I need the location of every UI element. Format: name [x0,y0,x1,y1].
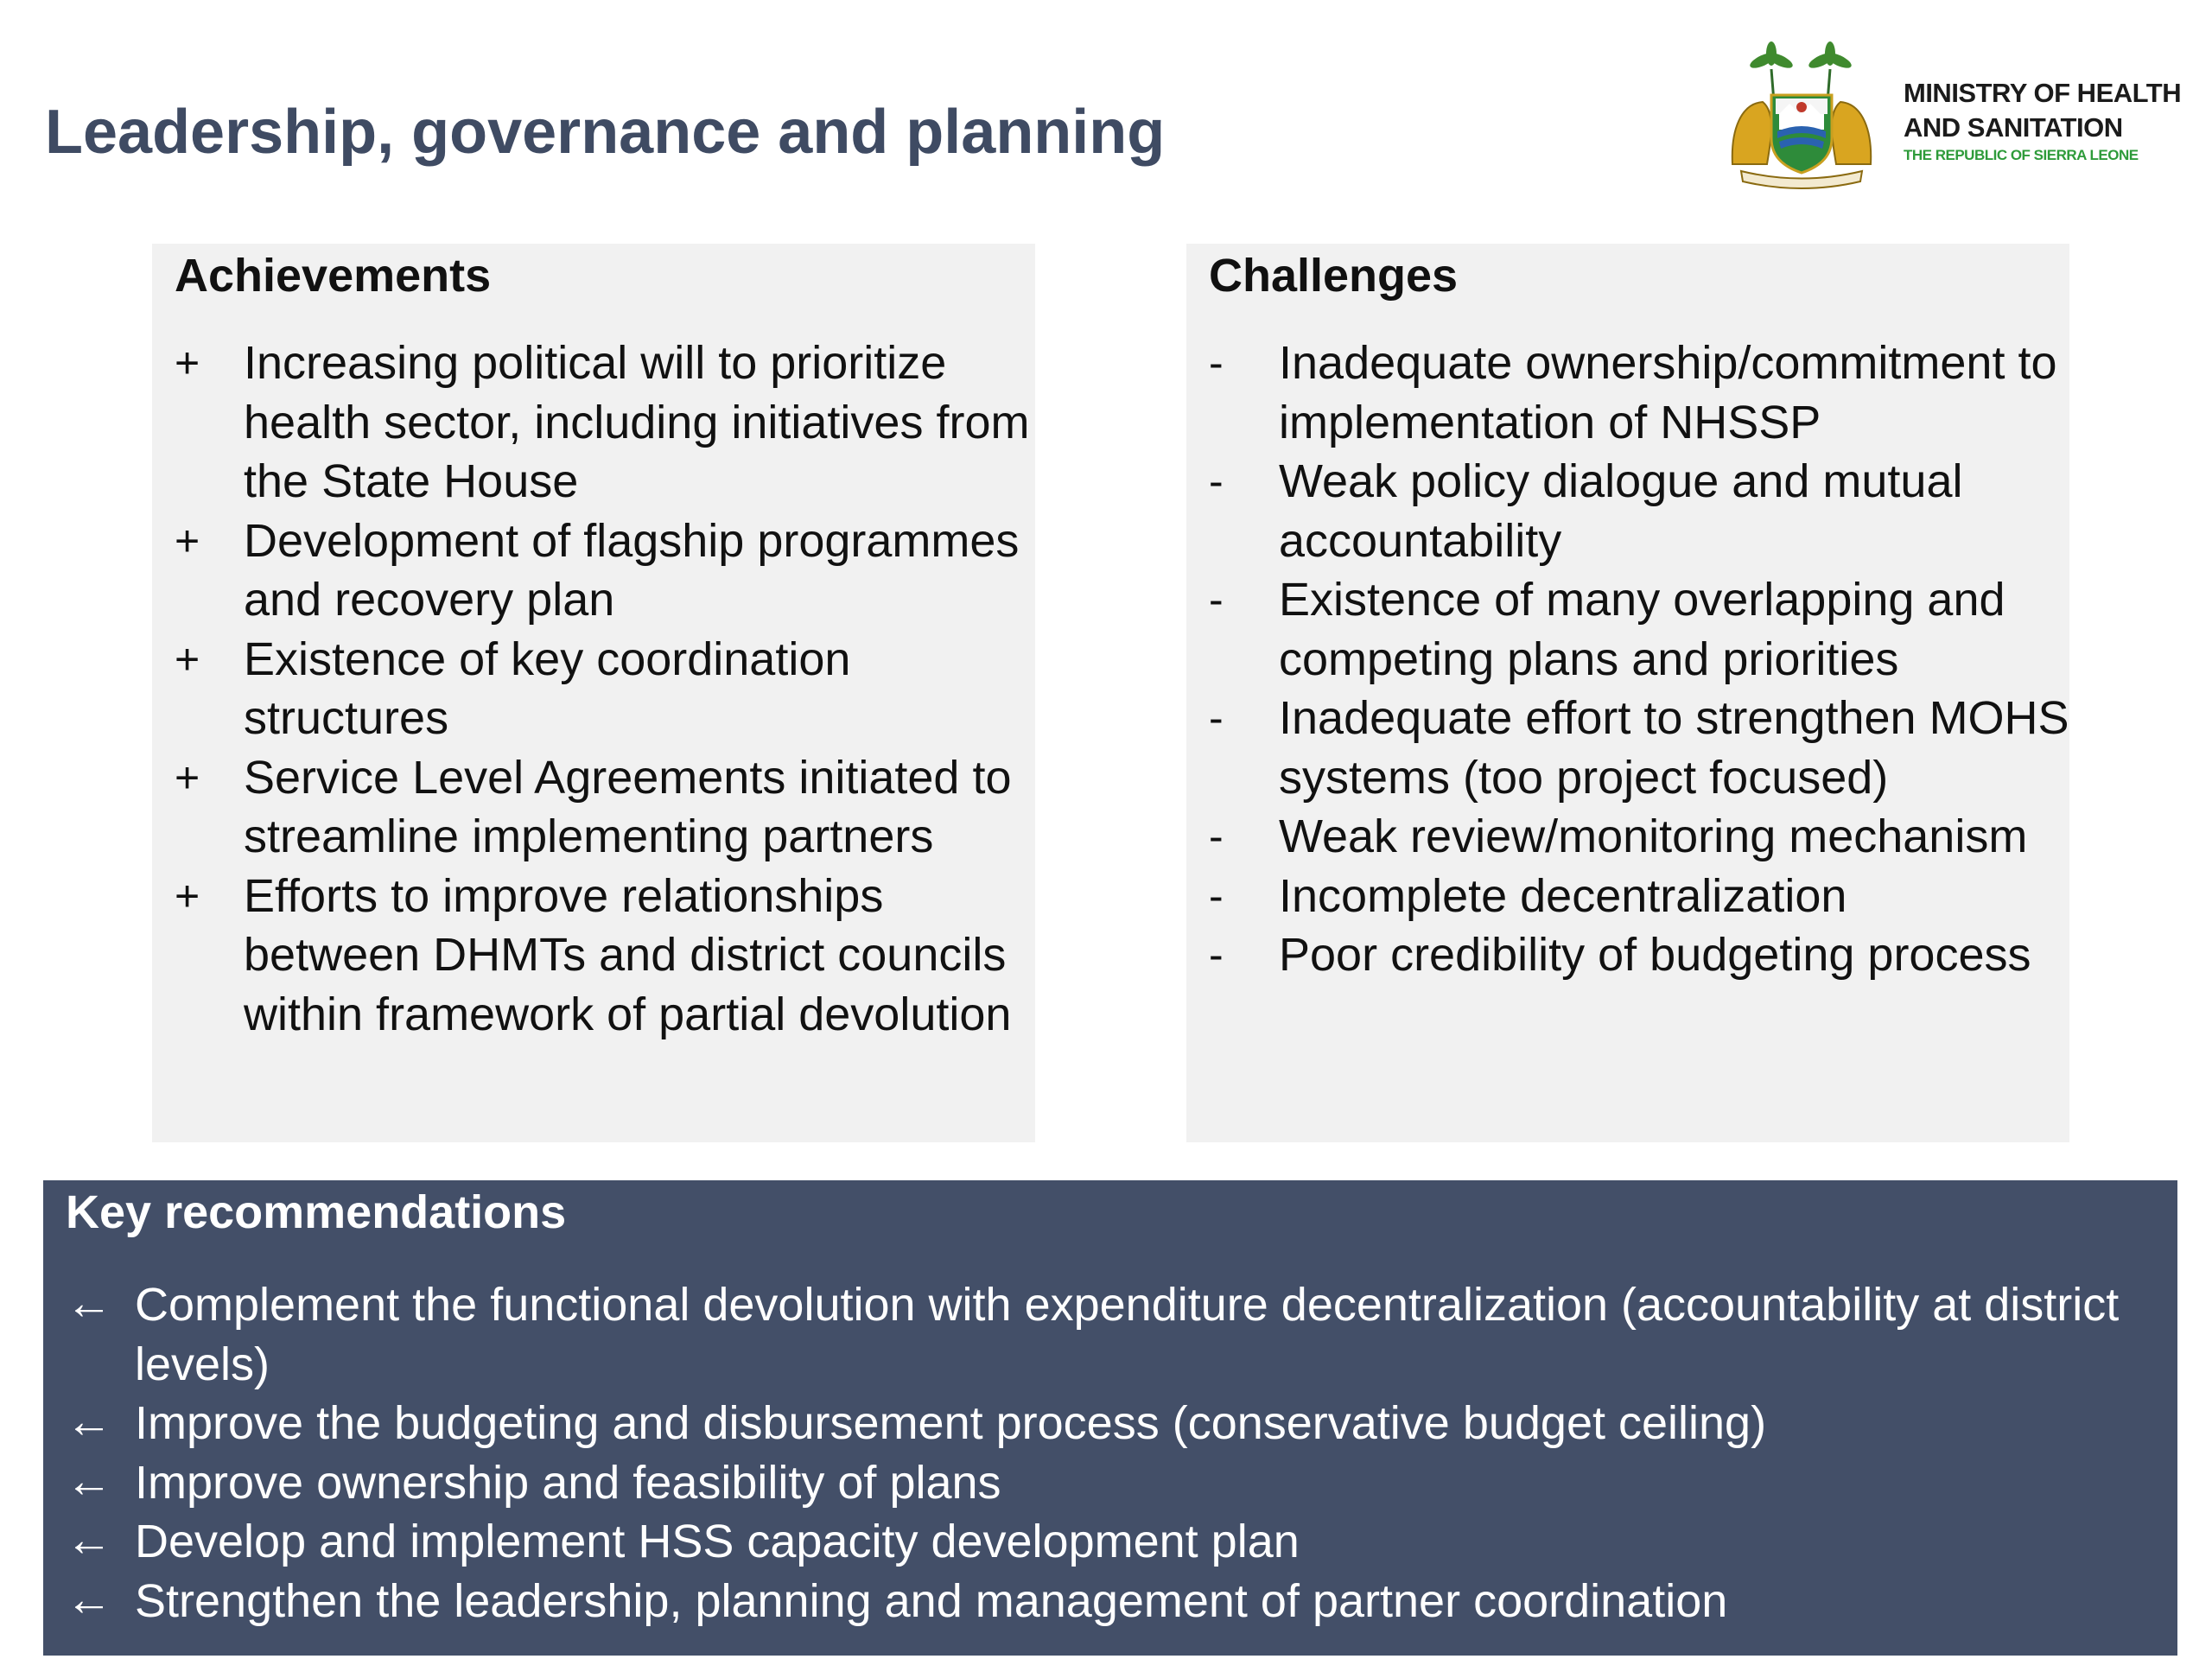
logo-text [1904,76,2181,166]
recommendation-text: Strengthen the leadership, planning and management of partner coordination [135,1574,1728,1627]
plus-marker: + [175,516,200,565]
challenge-item [1209,807,2069,867]
arrow-left-icon: ← [66,1454,112,1507]
dash-marker: - [1209,812,1224,861]
challenge-text: Inadequate ownership/commitment to implementation of NHSSP [1279,337,2057,448]
challenge-item [1209,867,2069,926]
coat-of-arms-icon [1724,35,1879,190]
challenge-text: Poor credibility of budgeting process [1279,929,2031,981]
dash-marker: - [1209,871,1224,920]
dash-marker: - [1209,457,1224,505]
challenge-item [1209,570,2069,689]
achievements-panel [152,244,1035,1142]
challenges-list [1209,334,2069,985]
dash-marker: - [1209,575,1224,624]
recommendations-panel [43,1180,2177,1656]
challenge-text: Weak policy dialogue and mutual accountability [1279,455,1963,567]
challenge-item [1209,689,2069,807]
recommendation-text: Develop and implement HSS capacity development plan [135,1516,1300,1567]
page-title: Leadership, governance and planning [45,98,1166,167]
achievement-item [175,512,1035,630]
recommendation-item [66,1572,2126,1631]
achievement-text: Development of flagship programmes and recovery plan [244,514,1020,626]
achievement-text: Efforts to improve relationships between DHMTs and district councils within framework of partial devolution [244,869,1012,1040]
challenge-item [1209,452,2069,570]
achievement-text: Existence of key coordination structures [244,632,851,744]
recommendation-text: Complement the functional devolution with expenditure decentralization (accountability at district levels) [135,1279,2120,1390]
challenge-item [1209,925,2069,985]
ministry-logo [1724,35,2182,199]
dash-marker: - [1209,931,1224,979]
plus-marker: + [175,339,200,387]
achievement-item [175,867,1035,1045]
recommendation-text: Improve the budgeting and disbursement process (conservative budget ceiling) [135,1397,1767,1449]
recommendations-heading: Key recommendations [66,1186,567,1238]
challenges-heading: Challenges [1209,250,1459,302]
plus-marker: + [175,753,200,802]
challenge-text: Incomplete decentralization [1279,869,1847,922]
arrow-left-icon: ← [66,1573,112,1625]
logo-line-sanitation: AND SANITATION [1904,112,2123,143]
plus-marker: + [175,871,200,920]
achievement-item [175,334,1035,512]
recommendation-item [66,1394,2126,1453]
challenge-text: Weak review/monitoring mechanism [1279,810,2028,862]
arrow-left-icon: ← [66,1277,112,1329]
challenge-text: Existence of many overlapping and competing plans and priorities [1279,574,2005,685]
recommendations-list [66,1275,2126,1630]
recommendation-item [66,1453,2126,1513]
challenge-text: Inadequate effort to strengthen MOHS systems (too project focused) [1279,692,2069,804]
achievement-item [175,630,1035,748]
achievement-item [175,748,1035,867]
achievement-text: Increasing political will to prioritize health sector, including initiatives from the State House [244,337,1030,507]
arrow-left-icon: ← [66,1514,112,1566]
achievements-list [175,334,1035,1044]
achievement-text: Service Level Agreements initiated to streamline implementing partners [244,751,1012,862]
challenges-panel [1186,244,2069,1142]
challenge-item [1209,334,2069,452]
recommendation-text: Improve ownership and feasibility of plans [135,1456,1001,1509]
logo-line-ministry: MINISTRY OF HEALTH [1904,78,2182,108]
recommendation-item [66,1512,2126,1572]
logo-line-republic: THE REPUBLIC OF SIERRA LEONE [1904,147,2139,163]
achievements-heading: Achievements [175,250,492,302]
recommendation-item [66,1275,2126,1394]
plus-marker: + [175,634,200,683]
dash-marker: - [1209,339,1224,387]
dash-marker: - [1209,694,1224,742]
arrow-left-icon: ← [66,1395,112,1447]
